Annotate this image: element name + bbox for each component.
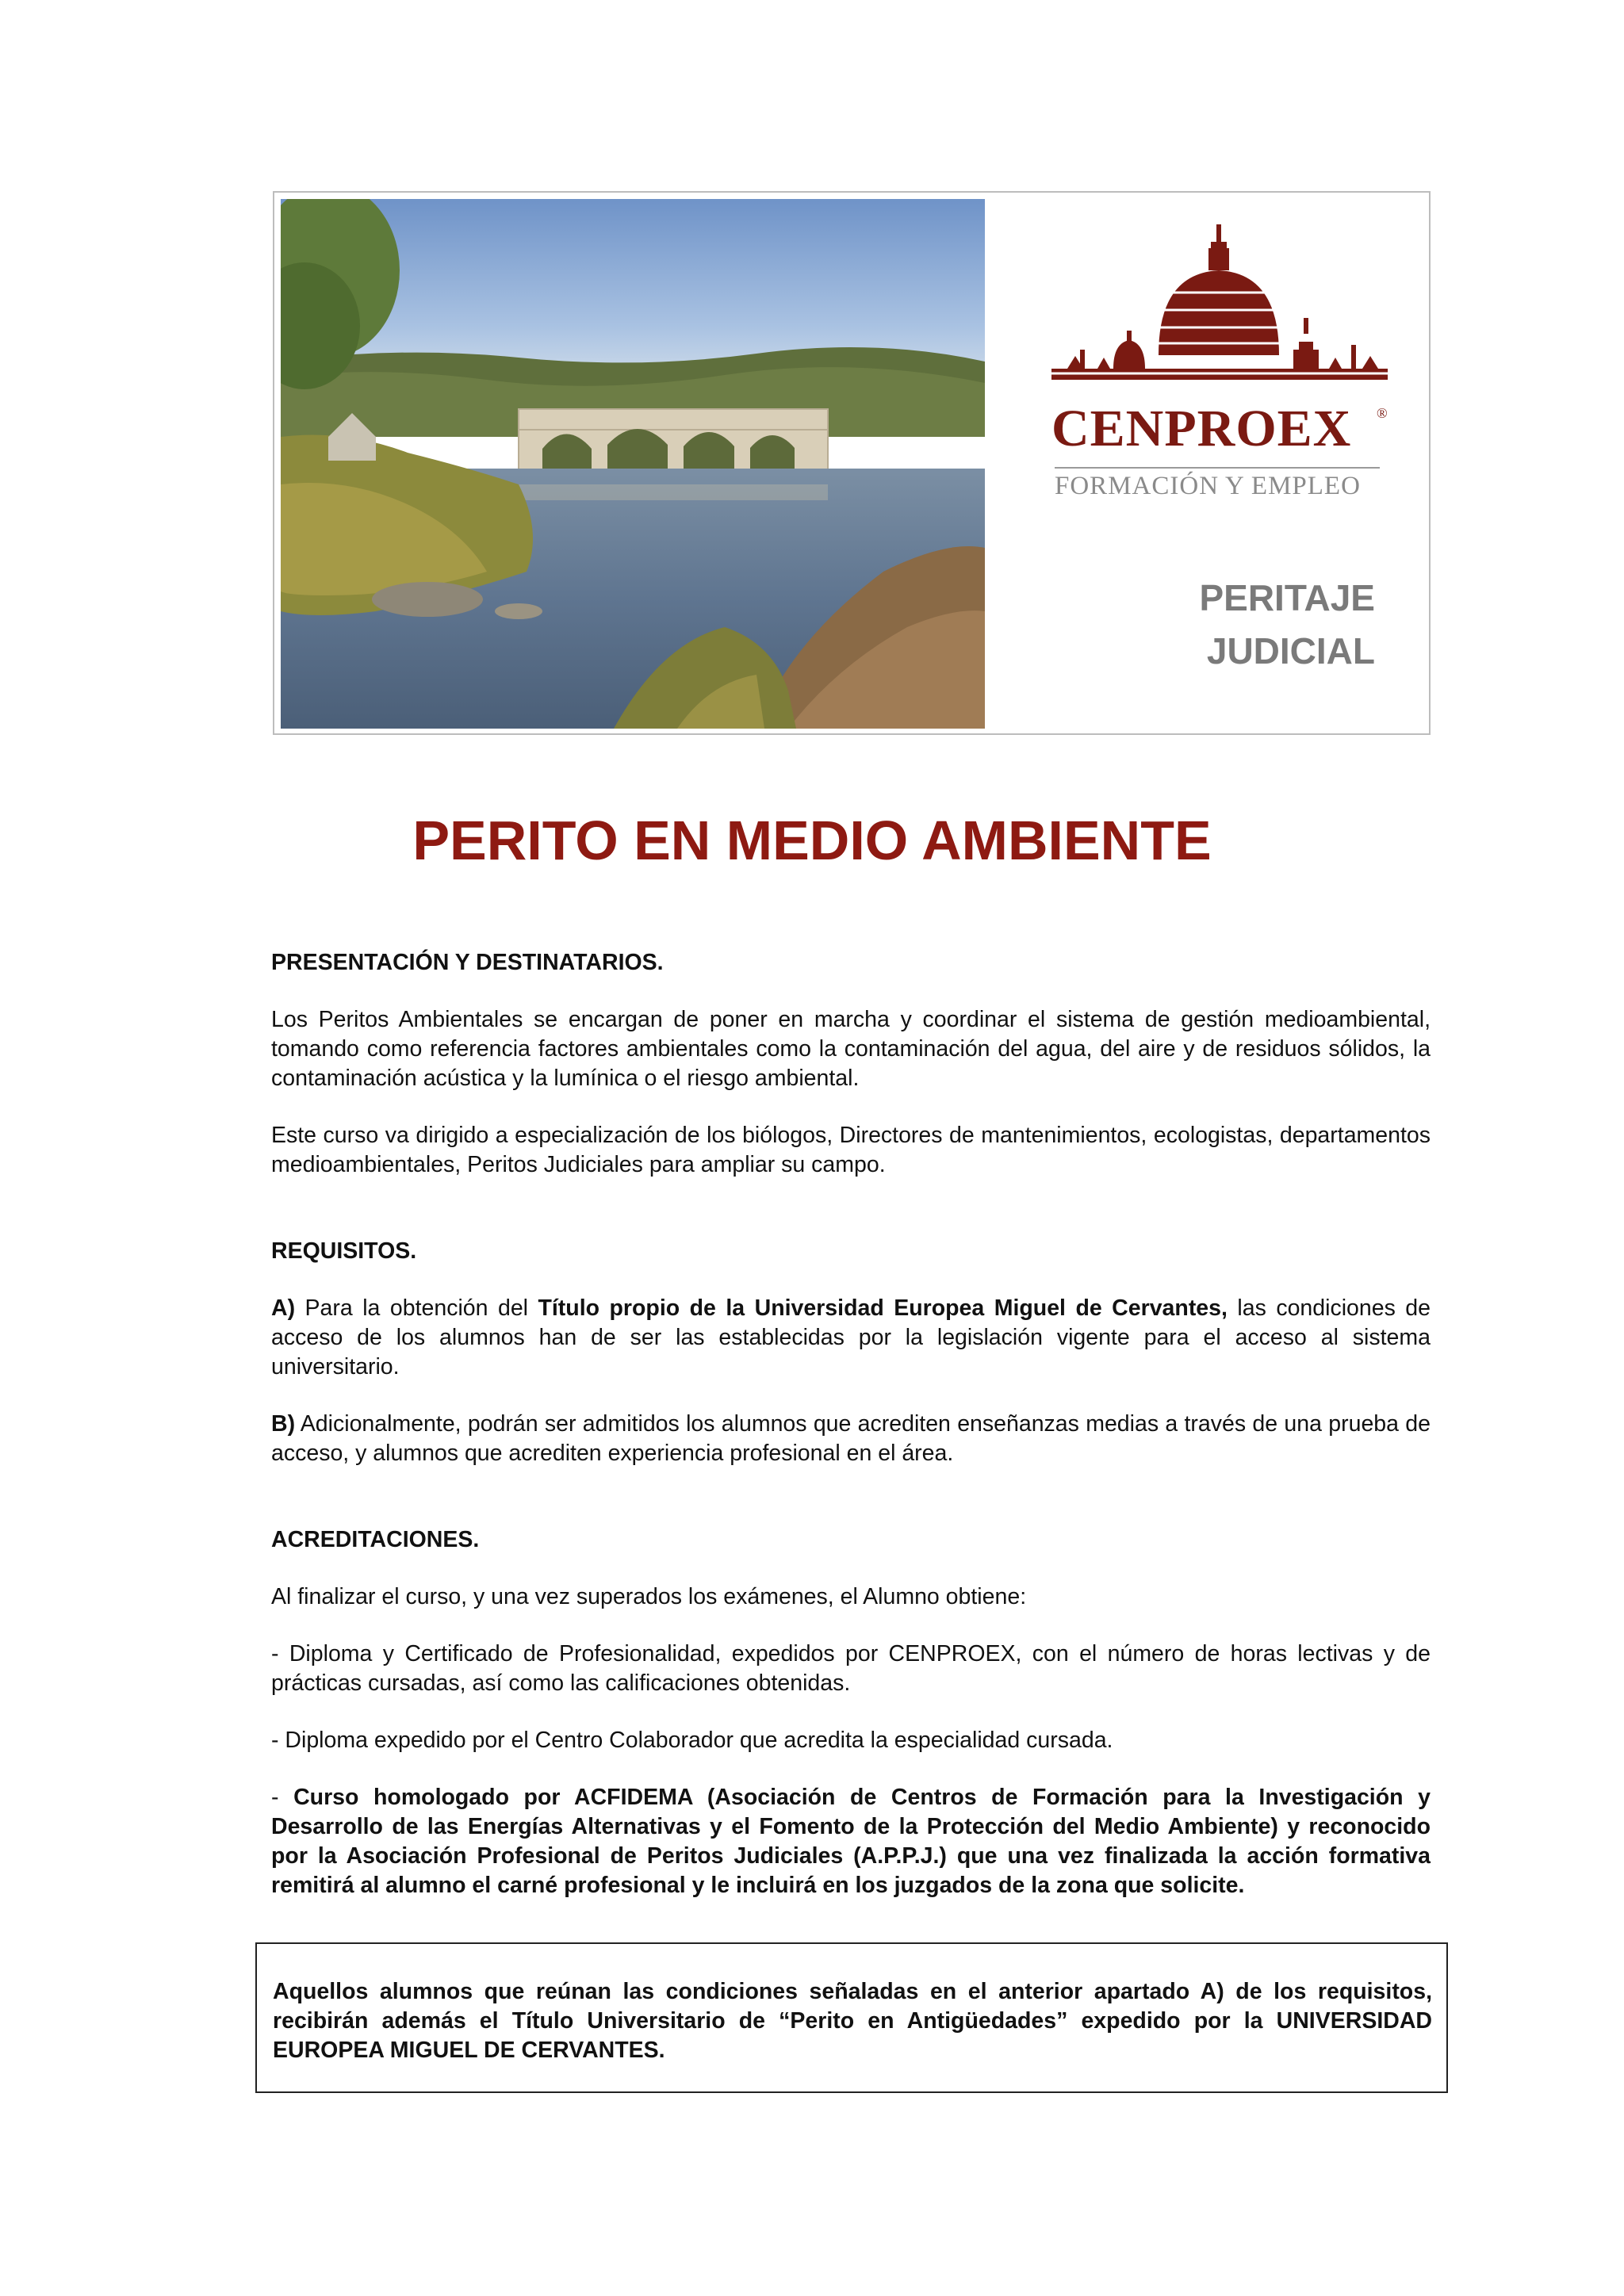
page-title: PERITO EN MEDIO AMBIENTE xyxy=(412,809,1212,871)
requisito-a-pre: Para la obtención del xyxy=(295,1295,538,1321)
requisito-a-title: Título propio de la Universidad Europea Miguel de Cervantes, xyxy=(538,1295,1228,1321)
acreditaciones-intro: Al finalizar el curso, y una vez superados los exámenes, el Alumno obtiene: xyxy=(271,1584,1027,1609)
section-heading-requisitos: REQUISITOS. xyxy=(271,1238,417,1264)
note-text: Aquellos alumnos que reúnan las condiciones señaladas en el anterior apartado A) de los requisitos, recibirán además el Título Universitario de “Perito en Antigüedades” expedido por la UNIVERSIDAD EUROPEA MIGUEL DE CERVANTES. xyxy=(273,1979,1432,2063)
header-banner xyxy=(273,191,1431,735)
requisito-b xyxy=(271,1410,1431,1468)
requisito-a-post: las condiciones de acceso de los alumnos han de ser las establecidas por la legislación vigente para el acceso al sistema universitario. xyxy=(271,1295,1431,1380)
section-heading-presentacion: PRESENTACIÓN Y DESTINATARIOS. xyxy=(271,950,664,975)
registered-mark: ® xyxy=(1377,405,1388,421)
brand-name: CENPROEX xyxy=(1051,400,1352,457)
acreditacion-item-3 xyxy=(271,1783,1431,1900)
acreditacion-item-1: - Diploma y Certificado de Profesionalidad, expedidos por CENPROEX, con el número de horas lectivas y de prácticas cursadas, así como las calificaciones obtenidas. xyxy=(271,1641,1431,1696)
requisito-b-label: B) xyxy=(271,1411,296,1437)
requisito-b-text: Adicionalmente, podrán ser admitidos los alumnos que acrediten enseñanzas medias a través de una prueba de acceso, y alumnos que acrediten experiencia profesional en el área. xyxy=(271,1411,1431,1466)
section-heading-acreditaciones: ACREDITACIONES. xyxy=(271,1527,480,1552)
presentacion-paragraph-1: Los Peritos Ambientales se encargan de poner en marcha y coordinar el sistema de gestión medioambiental, tomando como referencia factores ambientales como la contaminación del agua, del aire y de residuos sólidos, la contaminación acústica y la lumínica o el riesgo ambiental. xyxy=(271,1007,1431,1091)
acreditacion-item-3-text: Curso homologado por ACFIDEMA (Asociación de Centros de Formación para la Investigación y Desarrollo de las Energías Alternativas y el Fomento de la Protección del Medio Ambiente) y reconocido por la Asociación Profesional de Peritos Judiciales (A.P.P.J.) que una vez finalizada la acción formativa remitirá al alumno el carné profesional y le incluirá en los juzgados de la zona que solicite. xyxy=(271,1785,1431,1898)
brand-divider xyxy=(1055,467,1380,469)
banner-title-line2: JUDICIAL xyxy=(1206,630,1375,672)
requisito-a-label: A) xyxy=(271,1295,296,1321)
acreditacion-item-2: - Diploma expedido por el Centro Colaborador que acredita la especialidad cursada. xyxy=(271,1728,1113,1753)
presentacion-paragraph-2: Este curso va dirigido a especialización de los biólogos, Directores de mantenimientos, ecologistas, departamentos medioambientales, Peritos Judiciales para ampliar su campo. xyxy=(271,1123,1431,1177)
brand-tagline: FORMACIÓN Y EMPLEO xyxy=(1055,472,1361,500)
banner-title-line1: PERITAJE xyxy=(1199,577,1375,618)
note-box xyxy=(255,1942,1448,2093)
landscape-photo xyxy=(281,199,985,729)
document-body xyxy=(271,948,1431,1900)
banner-title xyxy=(1199,572,1375,678)
acreditacion-item-3-dash: - xyxy=(271,1785,294,1810)
requisito-a xyxy=(271,1294,1431,1382)
